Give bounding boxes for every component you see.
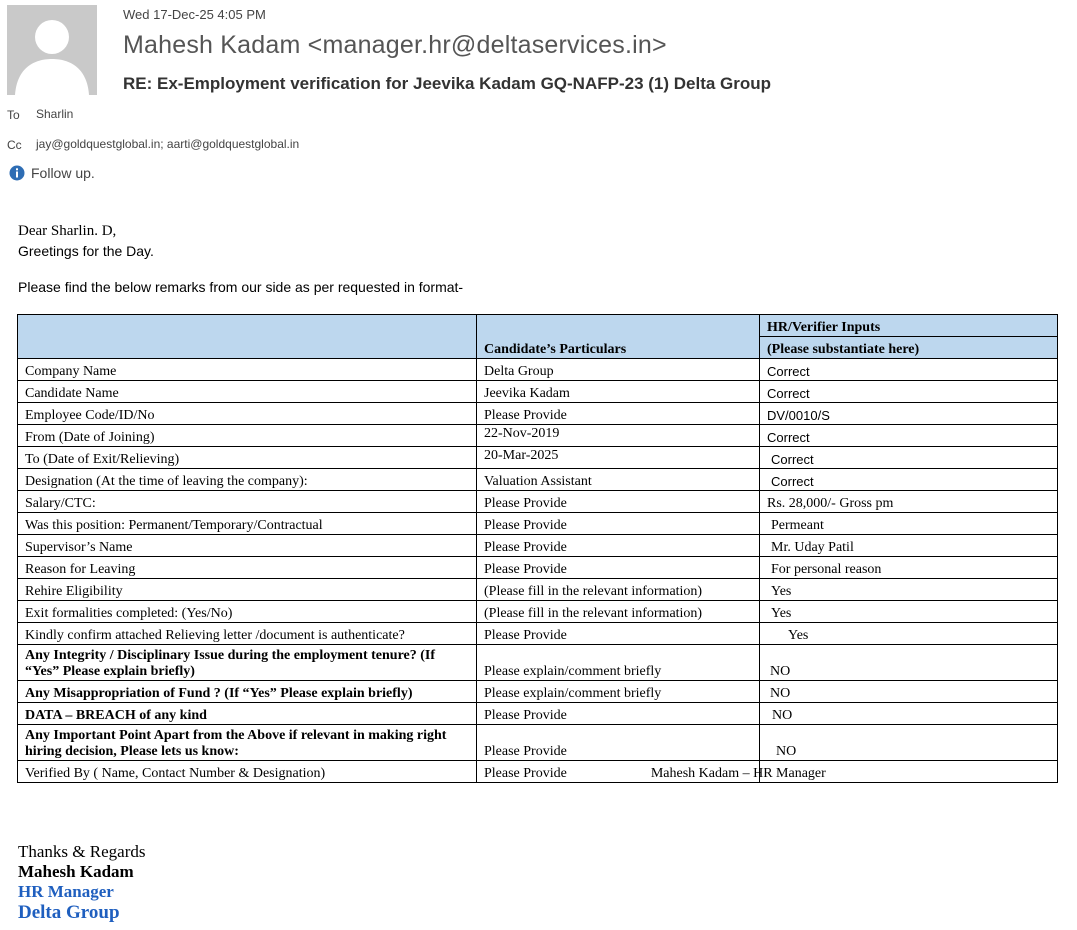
header-blank-cell [18,315,477,359]
row-particular: Please Provide [477,703,760,725]
row-label: Employee Code/ID/No [18,403,477,425]
row-input: NO [760,703,1058,725]
table-row [18,381,1058,403]
row-particular: Please explain/comment briefly [477,681,760,703]
signature-name: Mahesh Kadam [18,862,134,881]
info-icon [9,165,25,181]
row-particular: (Please fill in the relevant information) [477,601,760,623]
follow-up-text: Follow up. [31,165,95,181]
message-subject: RE: Ex-Employment verification for Jeevika Kadam GQ-NAFP-23 (1) Delta Group [123,74,772,93]
table-row [18,703,1058,725]
row-input: For personal reason [760,557,1058,579]
row-input: Mr. Uday Patil [760,535,1058,557]
signature-title: HR Manager [18,882,114,901]
cc-recipients[interactable]: jay@goldquestglobal.in; aarti@goldquestglobal.in [36,137,300,151]
row-input: Yes [760,601,1058,623]
row-input: DV/0010/S [760,403,1058,425]
row-particular: Please Provide [477,725,760,761]
row-label: Salary/CTC: [18,491,477,513]
row-label: Any Integrity / Disciplinary Issue during the employment tenure? (If “Yes” Please explain briefly) [18,645,477,681]
row-particular [477,761,826,783]
row-label: Kindly confirm attached Relieving letter /document is authenticate? [18,623,477,645]
row-particular: Please Provide [477,557,760,579]
table-row [18,469,1058,491]
greeting-line-2: Greetings for the Day. [18,243,154,259]
row-input: Permeant [760,513,1058,535]
row-particular: Delta Group [477,359,760,381]
table-row [18,403,1058,425]
sender-avatar[interactable] [7,5,97,95]
sender-name[interactable]: Mahesh Kadam <manager.hr@deltaservices.in> [123,31,667,59]
row-label: Designation (At the time of leaving the company): [18,469,477,491]
table-row [18,725,1058,761]
table-row [18,645,1058,681]
row-input: Rs. 28,000/- Gross pm [760,491,1058,513]
follow-up-flag[interactable] [9,165,95,181]
row-input: Correct [760,359,1058,381]
row-label: Was this position: Permanent/Temporary/Contractual [18,513,477,535]
row-label: Candidate Name [18,381,477,403]
intro-line: Please find the below remarks from our side as per requested in format- [18,279,464,295]
row-particular: (Please fill in the relevant information) [477,579,760,601]
table-row [18,425,1058,447]
table-row [18,359,1058,381]
row-particular: Please Provide [477,513,760,535]
to-label: To [7,108,20,122]
row-input: Correct [760,425,1058,447]
table-row [18,535,1058,557]
row-label: Reason for Leaving [18,557,477,579]
row-particular: Please Provide [477,623,760,645]
greeting-line: Dear Sharlin. D, [18,223,117,239]
verifier-name: Mahesh Kadam – HR Manager [650,766,826,781]
table-row [18,579,1058,601]
row-particular: Please explain/comment briefly [477,645,760,681]
person-placeholder-icon [7,5,97,95]
table-row [18,681,1058,703]
row-particular: 22-Nov-2019 [477,425,760,447]
row-input: NO [760,681,1058,703]
row-particular: Please Provide [477,535,760,557]
verification-table [17,314,1058,783]
row-input: Correct [760,381,1058,403]
row-particular-text: Please Provide [484,766,567,781]
signature-company: Delta Group [18,902,120,923]
row-label: From (Date of Joining) [18,425,477,447]
row-label: Any Misappropriation of Fund ? (If “Yes” Please explain briefly) [18,681,477,703]
row-label: Verified By ( Name, Contact Number & Designation) [18,761,477,783]
table-row [18,761,1058,783]
header-hr-inputs: HR/Verifier Inputs [760,315,1058,337]
row-input: Yes [760,579,1058,601]
row-input: Yes [760,623,1058,645]
table-row [18,623,1058,645]
row-label: To (Date of Exit/Relieving) [18,447,477,469]
message-date: Wed 17-Dec-25 4:05 PM [123,7,266,22]
row-particular: Valuation Assistant [477,469,760,491]
row-particular: 20-Mar-2025 [477,447,760,469]
signature-thanks: Thanks & Regards [18,842,146,861]
table-row [18,491,1058,513]
table-header-row [18,315,1058,337]
header-substantiate: (Please substantiate here) [760,337,1058,359]
cc-label: Cc [7,138,22,152]
table-row [18,513,1058,535]
row-input: NO [760,645,1058,681]
row-label: Supervisor’s Name [18,535,477,557]
row-label: Company Name [18,359,477,381]
row-particular: Please Provide [477,403,760,425]
row-input: Correct [760,447,1058,469]
row-label: Exit formalities completed: (Yes/No) [18,601,477,623]
header-candidate-particulars: Candidate’s Particulars [477,315,760,359]
row-label: Any Important Point Apart from the Above if relevant in making right hiring decision, Please lets us know: [18,725,477,761]
row-input: NO [760,725,1058,761]
table-row [18,447,1058,469]
row-input: Correct [760,469,1058,491]
row-label: Rehire Eligibility [18,579,477,601]
row-particular: Please Provide [477,491,760,513]
table-row [18,557,1058,579]
row-particular: Jeevika Kadam [477,381,760,403]
table-row [18,601,1058,623]
to-recipient[interactable]: Sharlin [36,107,74,121]
row-label: DATA – BREACH of any kind [18,703,477,725]
